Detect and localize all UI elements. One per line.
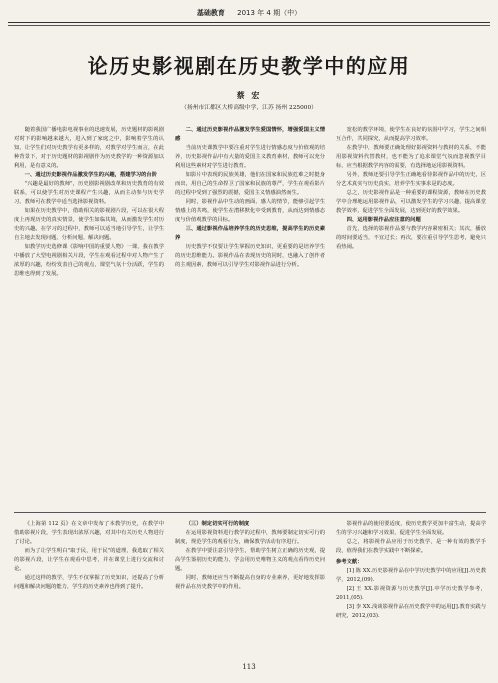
reference-item: [1] 陈 XX.历史影视作品在中学历史教学中的应用[J].历史教学，2012,(09). — [336, 568, 486, 583]
paragraph: 同时，影视作品中生动的画面、感人的情节，能够引起学生情感上的共鸣，使学生在潜移默化中受到教育，从而达到情感态度与价值观教学的目标。 — [175, 199, 325, 223]
references-heading: 参考文献： — [336, 559, 363, 565]
paragraph: 在教学中，教师要正确处理好影视资料与教材的关系，不能用影视资料代替教材，也不能为了追求课堂气氛而忽视教学目标，应当根据教学内容的需要，有选择地运用影视资料。 — [336, 145, 486, 169]
paragraph: 在教学中要注意引导学生，帮助学生树立正确的历史观，提高学生鉴别历史的能力，学会用历史唯物主义的观点看待历史问题。 — [175, 548, 325, 572]
header-rule-thin — [8, 25, 490, 26]
paragraph: 总之，历史影视作品是一种重要的课程资源，教师在历史教学中合理地运用影视作品，可以激发学生的学习兴趣，提高课堂教学效率，促进学生全面发展，达到更好的教学效果。 — [336, 190, 486, 214]
issue-label: 2013 年 4 期（中） — [237, 9, 302, 17]
paragraph: 历史教学不仅要让学生掌握历史知识，更重要的是培养学生的历史思维能力。影视作品在表现历史的同时，也融入了创作者的主观因素，教师可以引导学生对影视作品进行分析。 — [175, 244, 325, 268]
paragraph: 《上海第 112 页》在文章中发布了本教学历史，在教学中借助影视片段，学生表现出浓厚兴趣，对其中有关历史人物进行了讨论。 — [14, 521, 164, 545]
column-5 — [175, 520, 325, 670]
paragraph: 如教学历史选修课《影响中国的重要人物》一课，我在教学中播放了大型电视剧相关片段，学生在观看过程中对人物产生了浓厚的兴趣，纷纷发表自己的观点，课堂气氛十分活跃，学生的思维也得到了发展。 — [14, 244, 164, 277]
paragraph: 总之，将影视作品应用于历史教学，是一种有效的教学手段，值得我们在教学实践中不断探索。 — [336, 539, 486, 554]
section-heading: 三、通过影视作品培养学生的历史思维，提高学生的历史素养 — [175, 226, 325, 241]
column-6 — [336, 520, 486, 650]
paragraph: 宽松的教学环境，使学生在良好的氛围中学习，学生之间相互合作，共同探究，从而提高学习效率。 — [336, 127, 486, 142]
column-1 — [14, 126, 164, 506]
journal-name: 基础教育 — [196, 9, 225, 17]
paragraph: 而为了让学生明白"取于民，用于民"的道理，我选取了相关的影视片段，让学生在观看中思考，并在课堂上进行交流和讨论。 — [14, 548, 164, 572]
paragraph: 随着我国广播电影电视事业的迅速发展，历史题材的影视剧对时下的影响越来越大，进入到了家庭之中，影响着学生的认知，让学生们对历史教学有更多样的，对教学对学生而言，在此种背景下，对于历史题材的影视剧作为历史教学的一种资源加以利用，是有意义的。 — [14, 127, 164, 169]
paragraph: 另外，教师还要引导学生正确地看待影视作品中的历史，区分艺术真实与历史真实，培养学生实事求是的态度。 — [336, 172, 486, 187]
section-heading: （三）制定切实可行的制度 — [185, 521, 250, 527]
column-4 — [14, 520, 164, 670]
paragraph: "兴趣是最好的教师"，历史剧影视剧改革和历史教育的有效联系，可以使学生对历史课程产生兴趣，从而主动参与历史学习，教师可在教学中适当选择影视资料。 — [14, 181, 164, 205]
section-divider — [14, 512, 486, 513]
paragraph: 如果在历史教学中，借助相关的影视剧片段，可以在很大程度上再现历史的真实情景，使学生如临其境，从而激发学生对历史的兴趣。在学习的过程中，教师可以适当地引导学生，让学生自主地去发现问题、分析问题、解决问题。 — [14, 208, 164, 241]
column-3 — [336, 126, 486, 506]
reference-item: [3] 李 XX.浅谈影视作品在历史教学中的运用[J].教育实践与研究，2012,(03). — [336, 604, 486, 619]
paragraph: 影视作品的使用要适度，使历史教学更加丰富生动，提高学生的学习兴趣和学习效果，促进学生全面发展。 — [336, 521, 486, 536]
header-rule — [8, 22, 490, 23]
paragraph: 通过这样的教学，学生不仅掌握了历史知识，还提高了分析问题和解决问题的能力，学生的历史素养也得到了提升。 — [14, 575, 164, 590]
section-heading: 二、通过历史影视作品激发学生爱国情怀，增强爱国主义情感 — [175, 127, 325, 142]
author-affiliation: （扬州市江都区大桥高级中学，江苏 扬州 225000） — [181, 105, 317, 111]
author-name: 蔡 宏 — [236, 90, 262, 100]
reference-item: [2] 王 XX.影视资源与历史教学[J].中学历史教学参考，2011,(05). — [336, 586, 486, 601]
paragraph: 当前历史课教学中要注重对学生进行情感态度与价值观的培养，历史影视作品中有大量的爱国主义教育素材，教师可以充分利用这些素材对学生进行教育。 — [175, 145, 325, 169]
column-2 — [175, 126, 325, 506]
paragraph: 在运用影视资料进行教学的过程中，教师要制定切实可行的制度，规范学生的观看行为，确保教学活动有序进行。 — [175, 530, 325, 545]
running-header — [0, 8, 498, 18]
page-number: 113 — [242, 663, 256, 671]
section-heading: 一、通过历史影视作品激发学生的兴趣，搭建学习的台阶 — [24, 172, 158, 178]
paragraph: 同时，教师还应当不断提高自身的专业素养，更好地发挥影视作品在历史教学中的作用。 — [175, 575, 325, 590]
section-heading: 四、运用影视作品应注意的问题 — [346, 217, 421, 223]
article-title: 论历史影视剧在历史教学中的应用 — [87, 54, 411, 78]
paragraph: 如影片中表现的民族英雄，他们在国家和民族危难之时挺身而出，用自己的生命捍卫了国家和民族的尊严，学生在观看影片的过程中受到了强烈的震撼，爱国主义情感油然而生。 — [175, 172, 325, 196]
paragraph: 首先，选择的影视作品要与教学内容紧密相关；其次，播放的时间要适当，不宜过长；再次，要注重引导学生思考，避免只看热闹。 — [336, 226, 486, 250]
